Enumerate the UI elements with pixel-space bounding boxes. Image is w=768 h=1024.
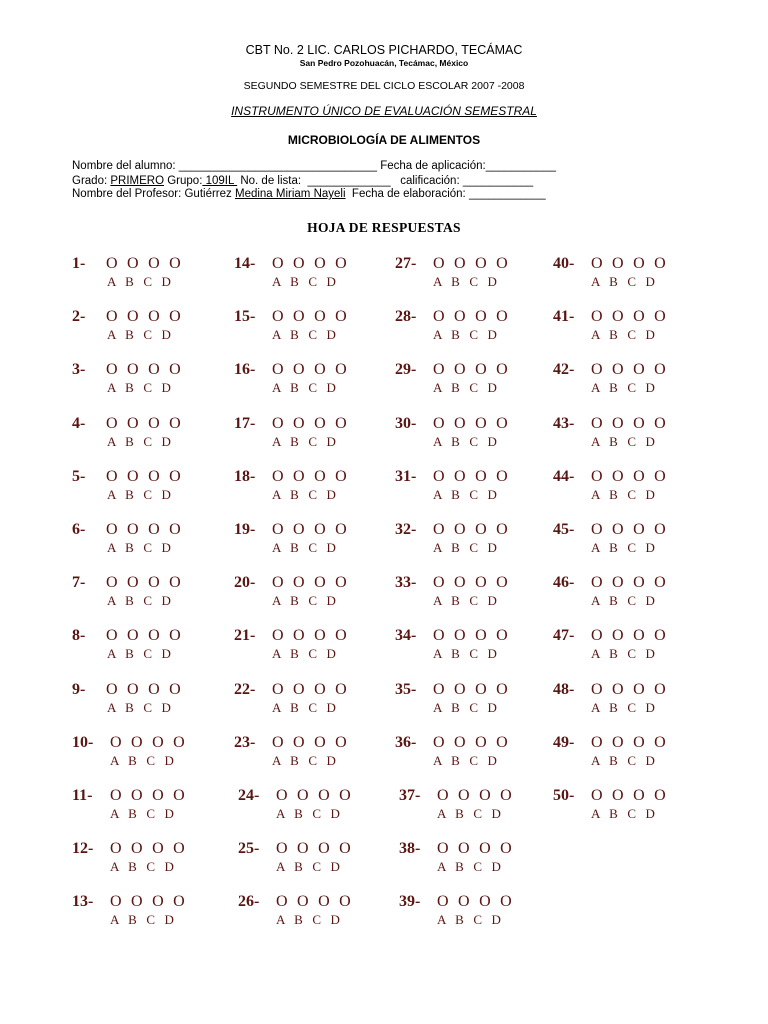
answer-bubbles[interactable]: O O O O (106, 574, 182, 592)
question-number: 9- (72, 680, 86, 698)
answer-letters: A B C D (591, 646, 656, 662)
answer-bubbles[interactable]: O O O O (272, 255, 348, 272)
answer-letters: A B C D (107, 540, 172, 555)
answer-letters: A B C D (433, 274, 498, 289)
answer-bubbles[interactable]: O O O O (272, 361, 348, 379)
answer-bubbles[interactable]: O O O O (106, 308, 182, 326)
answer-bubbles[interactable]: O O O O (276, 893, 352, 911)
answer-letters: A B C D (433, 646, 498, 662)
answer-letters: A B C D (433, 699, 498, 715)
answer-letters: A B C D (433, 540, 498, 555)
answer-letters: A B C D (110, 752, 175, 768)
answer-letters: A B C D (107, 646, 172, 662)
answer-letters: A B C D (437, 859, 502, 875)
answer-bubbles[interactable]: O O O O (433, 521, 509, 538)
answer-letters: A B C D (107, 699, 172, 715)
date-label: Fecha de aplicación: (377, 160, 486, 172)
question-number: 3- (72, 361, 86, 379)
answer-bubbles[interactable]: O O O O (591, 521, 667, 538)
question-number: 8- (72, 627, 86, 645)
answer-letters: A B C D (107, 486, 172, 502)
question-number: 23- (234, 733, 256, 751)
question-number: 37- (399, 787, 421, 804)
answer-bubbles[interactable]: O O O O (591, 733, 667, 751)
answer-letters: A B C D (437, 912, 502, 928)
answer-bubbles[interactable]: O O O O (272, 414, 348, 432)
question-number: 29- (395, 361, 417, 379)
answer-letters: A B C D (433, 327, 498, 343)
answer-bubbles[interactable]: O O O O (433, 680, 509, 698)
question-number: 28- (395, 308, 417, 326)
question-number: 35- (395, 680, 417, 698)
answer-bubbles[interactable]: O O O O (106, 521, 182, 538)
answer-bubbles[interactable]: O O O O (591, 627, 667, 645)
answer-bubbles[interactable]: O O O O (591, 361, 667, 379)
answer-letters: A B C D (107, 380, 172, 396)
answer-bubbles[interactable]: O O O O (591, 680, 667, 698)
question-number: 1- (72, 255, 86, 272)
question-number: 25- (238, 840, 260, 858)
answer-letters: A B C D (437, 806, 502, 821)
question-number: 7- (72, 574, 86, 592)
answer-bubbles[interactable]: O O O O (437, 787, 513, 804)
answer-letters: A B C D (272, 699, 337, 715)
question-number: 49- (553, 733, 575, 751)
group-value: 109IL (202, 175, 238, 187)
answer-bubbles[interactable]: O O O O (110, 787, 186, 804)
answer-letters: A B C D (272, 274, 337, 289)
question-number: 15- (234, 308, 256, 326)
elaboration-blank[interactable]: ____________ (468, 188, 546, 200)
answers-title: HOJA DE RESPUESTAS (307, 220, 461, 235)
question-number: 20- (234, 574, 256, 592)
question-number: 39- (399, 893, 421, 911)
teacher-line (72, 188, 546, 200)
question-number: 43- (553, 414, 575, 432)
grade-label: Grado: (72, 175, 111, 187)
answer-letters: A B C D (591, 433, 656, 449)
date-blank[interactable]: ___________ (485, 160, 557, 172)
answer-letters: A B C D (433, 433, 498, 449)
list-label: No. de lista: (237, 175, 308, 187)
group-label: Grupo: (164, 175, 203, 187)
score-blank[interactable]: ___________ (462, 175, 534, 187)
score-label: calificación: (390, 175, 463, 187)
answer-bubbles[interactable]: O O O O (272, 733, 348, 751)
answer-letters: A B C D (591, 806, 656, 821)
question-number: 16- (234, 361, 256, 379)
answer-letters: A B C D (591, 593, 656, 609)
question-number: 45- (553, 521, 575, 538)
answer-letters: A B C D (591, 274, 656, 289)
question-number: 48- (553, 680, 575, 698)
answer-letters: A B C D (107, 274, 172, 289)
answer-bubbles[interactable]: O O O O (106, 361, 182, 379)
answer-letters: A B C D (272, 593, 337, 609)
question-number: 33- (395, 574, 417, 592)
answer-bubbles[interactable]: O O O O (591, 574, 667, 592)
answer-letters: A B C D (107, 433, 172, 449)
answer-bubbles[interactable]: O O O O (272, 574, 348, 592)
grade-line (72, 175, 533, 187)
answer-bubbles[interactable]: O O O O (591, 414, 667, 432)
answer-bubbles[interactable]: O O O O (433, 574, 509, 592)
question-number: 18- (234, 467, 256, 485)
answer-bubbles[interactable]: O O O O (106, 467, 182, 485)
answer-letters: A B C D (433, 380, 498, 396)
question-number: 11- (72, 787, 93, 804)
answer-letters: A B C D (433, 752, 498, 768)
question-number: 24- (238, 787, 260, 804)
answer-letters: A B C D (107, 593, 172, 609)
answer-bubbles[interactable]: O O O O (110, 893, 186, 911)
answer-letters: A B C D (276, 912, 341, 928)
question-number: 34- (395, 627, 417, 645)
answer-letters: A B C D (272, 327, 337, 343)
question-number: 6- (72, 521, 86, 538)
answer-letters: A B C D (591, 752, 656, 768)
question-number: 31- (395, 467, 417, 485)
answer-letters: A B C D (272, 752, 337, 768)
answer-bubbles[interactable]: O O O O (433, 308, 509, 326)
school-address: San Pedro Pozohuacán, Tecámac, México (299, 58, 469, 68)
answer-bubbles[interactable]: O O O O (276, 787, 352, 804)
question-number: 41- (553, 308, 575, 326)
answer-letters: A B C D (591, 327, 656, 343)
question-number: 32- (395, 521, 417, 538)
answer-bubbles[interactable]: O O O O (272, 680, 348, 698)
school-name: CBT No. 2 LIC. CARLOS PICHARDO, TECÁMAC (245, 43, 523, 57)
answer-letters: A B C D (272, 486, 337, 502)
answer-bubbles[interactable]: O O O O (106, 414, 182, 432)
answer-bubbles[interactable]: O O O O (591, 467, 667, 485)
answer-bubbles[interactable]: O O O O (433, 467, 509, 485)
subject-title: MICROBIOLOGÍA DE ALIMENTOS (287, 133, 481, 147)
answer-letters: A B C D (272, 646, 337, 662)
answer-letters: A B C D (591, 699, 656, 715)
question-number: 10- (72, 733, 94, 751)
question-number: 12- (72, 840, 94, 858)
question-number: 38- (399, 840, 421, 858)
student-name-line (72, 160, 556, 172)
answer-letters: A B C D (107, 327, 172, 343)
teacher-value: Medina Miriam Nayeli (234, 188, 346, 200)
answer-letters: A B C D (591, 486, 656, 502)
question-number: 4- (72, 414, 86, 432)
question-number: 27- (395, 255, 417, 272)
answer-letters: A B C D (276, 806, 341, 821)
answer-letters: A B C D (591, 540, 656, 555)
question-number: 26- (238, 893, 260, 911)
question-number: 22- (234, 680, 256, 698)
answer-letters: A B C D (591, 380, 656, 396)
answer-bubbles[interactable]: O O O O (272, 521, 348, 538)
elaboration-label: Fecha de elaboración: (345, 188, 469, 200)
answer-bubbles[interactable]: O O O O (110, 840, 186, 858)
question-number: 14- (234, 255, 256, 272)
answer-bubbles[interactable]: O O O O (106, 680, 182, 698)
question-number: 42- (553, 361, 575, 379)
name-blank[interactable]: _______________________________ (178, 160, 378, 172)
name-label: Nombre del alumno: (72, 160, 179, 172)
instrument-title: INSTRUMENTO ÚNICO DE EVALUACIÓN SEMESTRAL (231, 104, 537, 118)
question-number: 2- (72, 308, 86, 326)
answer-bubbles[interactable]: O O O O (433, 414, 509, 432)
answer-bubbles[interactable]: O O O O (591, 255, 667, 272)
question-number: 40- (553, 255, 575, 272)
question-number: 46- (553, 574, 575, 592)
question-number: 36- (395, 733, 417, 751)
answer-letters: A B C D (272, 433, 337, 449)
question-number: 44- (553, 467, 575, 485)
answer-bubbles[interactable]: O O O O (272, 627, 348, 645)
answer-bubbles[interactable]: O O O O (276, 840, 352, 858)
answer-letters: A B C D (110, 912, 175, 928)
question-number: 47- (553, 627, 575, 645)
answer-letters: A B C D (272, 380, 337, 396)
answer-bubbles[interactable]: O O O O (433, 255, 509, 272)
answer-bubbles[interactable]: O O O O (272, 467, 348, 485)
answer-letters: A B C D (110, 859, 175, 875)
question-number: 5- (72, 467, 86, 485)
question-number: 19- (234, 521, 256, 538)
list-blank[interactable]: _____________ (307, 175, 391, 187)
answer-letters: A B C D (276, 859, 341, 875)
semester-title: SEGUNDO SEMESTRE DEL CICLO ESCOLAR 2007 -2008 (243, 80, 525, 92)
answer-letters: A B C D (110, 806, 175, 821)
answer-letters: A B C D (433, 486, 498, 502)
answer-bubbles[interactable]: O O O O (433, 627, 509, 645)
answer-bubbles[interactable]: O O O O (272, 308, 348, 326)
question-number: 50- (553, 787, 575, 804)
question-number: 30- (395, 414, 417, 432)
grade-value: PRIMERO (110, 175, 165, 187)
answer-bubbles[interactable]: O O O O (437, 840, 513, 858)
answer-bubbles[interactable]: O O O O (591, 308, 667, 326)
answer-bubbles[interactable]: O O O O (437, 893, 513, 911)
question-number: 13- (72, 893, 94, 911)
answer-letters: A B C D (433, 593, 498, 609)
answer-bubbles[interactable]: O O O O (433, 733, 509, 751)
answer-bubbles[interactable]: O O O O (591, 787, 667, 804)
question-number: 21- (234, 627, 256, 645)
answer-bubbles[interactable]: O O O O (106, 627, 182, 645)
answer-bubbles[interactable]: O O O O (110, 733, 186, 751)
answer-letters: A B C D (272, 540, 337, 555)
answer-bubbles[interactable]: O O O O (433, 361, 509, 379)
answer-bubbles[interactable]: O O O O (106, 255, 182, 272)
question-number: 17- (234, 414, 256, 432)
teacher-label: Nombre del Profesor: Gutiérrez (72, 188, 235, 200)
